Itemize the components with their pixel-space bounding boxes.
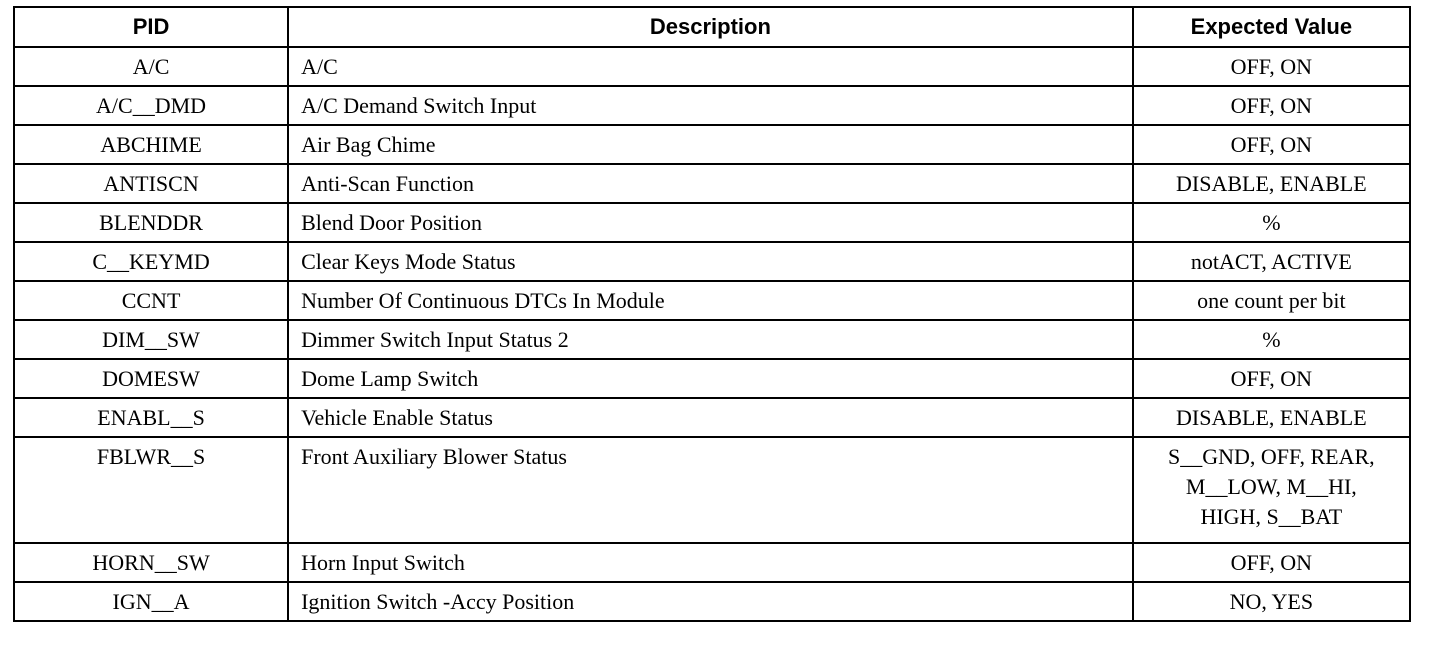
table-row <box>14 203 1410 242</box>
description-cell: Dome Lamp Switch <box>288 359 1133 398</box>
pid-cell: BLENDDR <box>14 203 288 242</box>
table-row <box>14 359 1410 398</box>
table-body <box>14 47 1410 621</box>
expected-value-cell: % <box>1133 203 1410 242</box>
expected-value-line: S__GND, OFF, REAR, <box>1168 444 1375 469</box>
pid-cell: CCNT <box>14 281 288 320</box>
pid-table <box>13 6 1411 622</box>
table-row <box>14 320 1410 359</box>
pid-cell: DIM__SW <box>14 320 288 359</box>
description-cell: Air Bag Chime <box>288 125 1133 164</box>
expected-value-cell: OFF, ON <box>1133 543 1410 582</box>
expected-value-cell: DISABLE, ENABLE <box>1133 164 1410 203</box>
table-header <box>14 7 1410 47</box>
table-row <box>14 242 1410 281</box>
description-cell: Vehicle Enable Status <box>288 398 1133 437</box>
pid-cell: ENABL__S <box>14 398 288 437</box>
header-description: Description <box>288 7 1133 47</box>
pid-cell: IGN__A <box>14 582 288 621</box>
pid-cell: ANTISCN <box>14 164 288 203</box>
pid-cell: FBLWR__S <box>14 437 288 543</box>
header-expected-value: Expected Value <box>1133 7 1410 47</box>
pid-cell: ABCHIME <box>14 125 288 164</box>
table-row <box>14 47 1410 86</box>
table-row <box>14 437 1410 543</box>
header-row <box>14 7 1410 47</box>
table-row <box>14 398 1410 437</box>
table-row <box>14 582 1410 621</box>
header-pid: PID <box>14 7 288 47</box>
description-cell: Number Of Continuous DTCs In Module <box>288 281 1133 320</box>
pid-cell: A/C__DMD <box>14 86 288 125</box>
expected-value-line: HIGH, S__BAT <box>1200 504 1343 529</box>
expected-value-cell: DISABLE, ENABLE <box>1133 398 1410 437</box>
expected-value-cell: OFF, ON <box>1133 359 1410 398</box>
description-cell: Anti-Scan Function <box>288 164 1133 203</box>
table-row <box>14 86 1410 125</box>
pid-cell: HORN__SW <box>14 543 288 582</box>
table-row <box>14 543 1410 582</box>
table-row <box>14 281 1410 320</box>
description-cell: Ignition Switch -Accy Position <box>288 582 1133 621</box>
description-cell: Clear Keys Mode Status <box>288 242 1133 281</box>
expected-value-cell: OFF, ON <box>1133 47 1410 86</box>
description-cell: Blend Door Position <box>288 203 1133 242</box>
description-cell: Horn Input Switch <box>288 543 1133 582</box>
description-cell: A/C Demand Switch Input <box>288 86 1133 125</box>
description-cell: Dimmer Switch Input Status 2 <box>288 320 1133 359</box>
expected-value-cell: one count per bit <box>1133 281 1410 320</box>
description-cell: A/C <box>288 47 1133 86</box>
pid-cell: DOMESW <box>14 359 288 398</box>
table-row <box>14 164 1410 203</box>
expected-value-cell: % <box>1133 320 1410 359</box>
table-row <box>14 125 1410 164</box>
description-cell: Front Auxiliary Blower Status <box>288 437 1133 543</box>
expected-value-cell: OFF, ON <box>1133 125 1410 164</box>
expected-value-line: M__LOW, M__HI, <box>1185 474 1357 499</box>
expected-value-cell: OFF, ON <box>1133 86 1410 125</box>
expected-value-cell: notACT, ACTIVE <box>1133 242 1410 281</box>
pid-cell: C__KEYMD <box>14 242 288 281</box>
pid-cell: A/C <box>14 47 288 86</box>
expected-value-cell <box>1133 437 1410 543</box>
expected-value-cell: NO, YES <box>1133 582 1410 621</box>
